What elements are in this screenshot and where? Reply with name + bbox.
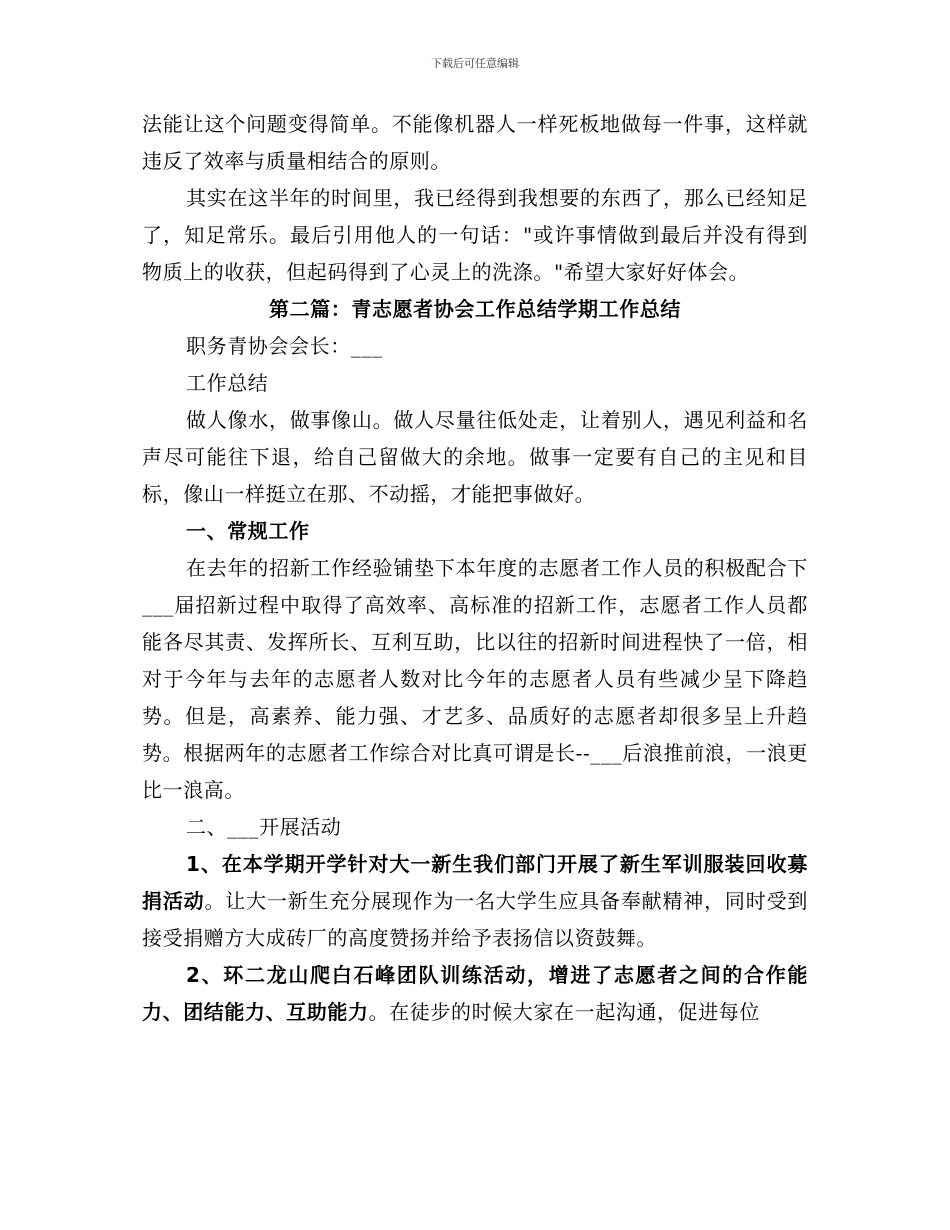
page-header: 下载后可任意编辑 xyxy=(431,57,519,70)
activity-item-2 xyxy=(142,957,808,1031)
document-body xyxy=(142,106,808,1031)
activity-item-1-body: 。让大一新生充分展现作为一名大学生应具备奉献精神，同时受到接受捐赠方大成砖厂的高度赞扬并给予表扬信以资鼓舞。 xyxy=(142,889,808,950)
paragraph-motto: 做人像水，做事像山。做人尽量往低处走，让着别人，遇见利益和名声尽可能往下退，给自己留做大的余地。做事一定要有自己的主见和目标，像山一样挺立在那、不动摇，才能把事做好。 xyxy=(142,408,808,506)
activity-item-1-title: 1、在本学期开学针对大一新生我们部门开展了新生军训服装回收募捐活动 xyxy=(142,852,808,913)
activity-item-2-body: 。在徒步的时候大家在一起沟通，促进每位 xyxy=(368,1000,761,1024)
heading-activities: 二、___开展活动 xyxy=(186,815,342,839)
heading-routine-work: 一、常规工作 xyxy=(186,519,310,543)
paragraph-reflection: 其实在这半年的时间里，我已经得到我想要的东西了，那么已经知足了，知足常乐。最后引用他人的一句话："或许事情做到最后并没有得到物质上的收获，但起码得到了心灵上的洗涤。"希望大家好好体会。 xyxy=(142,186,808,284)
work-summary-label: 工作总结 xyxy=(186,371,269,395)
paragraph-recruitment: 在去年的招新工作经验铺垫下本年度的志愿者工作人员的积极配合下___届招新过程中取得了高效率、高标准的招新工作，志愿者工作人员都能各尽其责、发挥所长、互利互助，比以往的招新时间进程快了一倍，相对于今年与去年的志愿者人数对比今年的志愿者人员有些减少呈下降趋势。但是，高素养、能力强、才艺多、品质好的志愿者却很多呈上升趋势。根据两年的志愿者工作综合对比真可谓是长--___后浪推前浪，一浪更比一浪高。 xyxy=(142,556,808,802)
activity-item-1 xyxy=(142,846,808,957)
activity-item-2-title: 2、环二龙山爬白石峰团队训练活动，增进了志愿者之间的合作能力、团结能力、互助能力 xyxy=(142,963,808,1024)
paragraph-continuation: 法能让这个问题变得简单。不能像机器人一样死板地做每一件事，这样就违反了效率与质量相结合的原则。 xyxy=(142,112,808,173)
section-title: 第二篇：青志愿者协会工作总结学期工作总结 xyxy=(269,297,681,321)
position-line: 职务青协会会长：___ xyxy=(186,334,383,358)
